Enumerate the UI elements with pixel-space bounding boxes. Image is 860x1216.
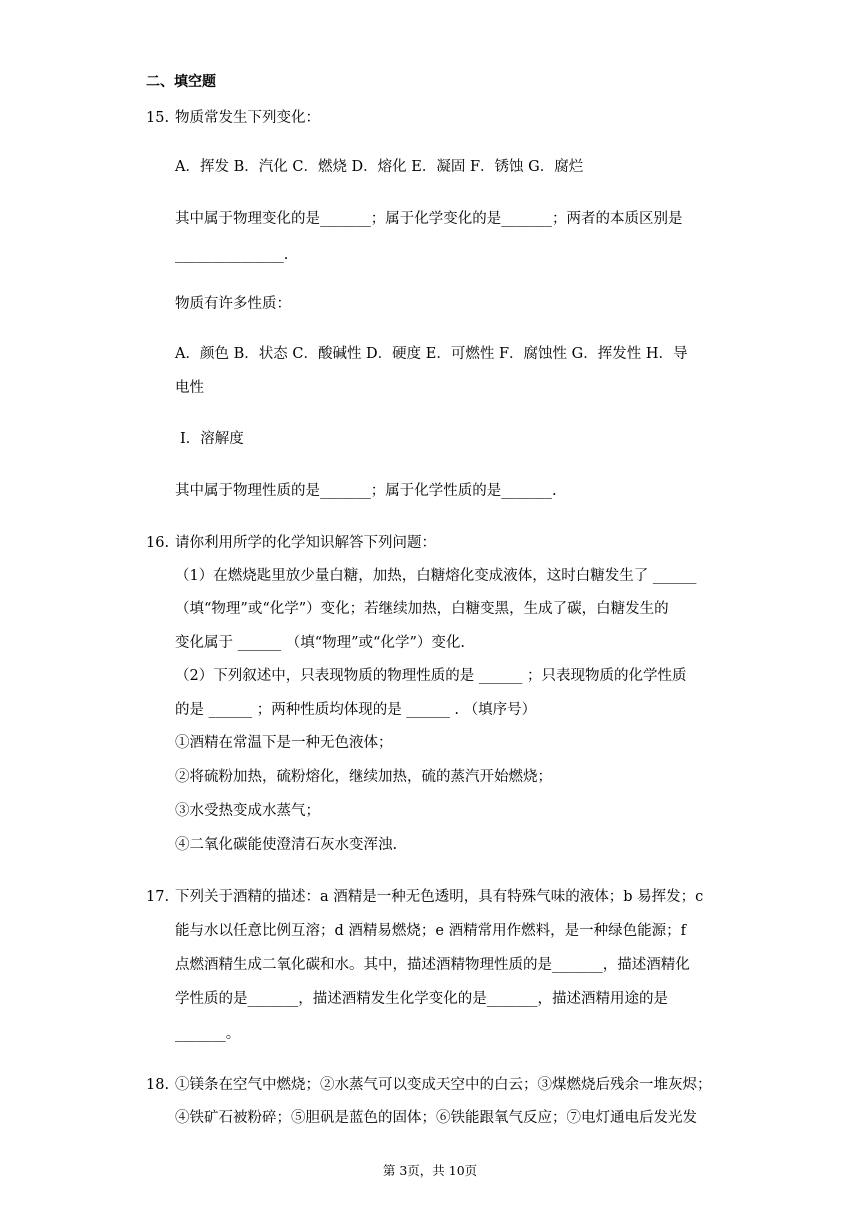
q16-part2-line-2: 的是 ______ ；两种性质均体现的是 ______ . （填序号） bbox=[175, 702, 537, 718]
q15-stem: 物质常发生下列变化： bbox=[175, 110, 320, 126]
question-number-18: 18. bbox=[146, 1077, 170, 1093]
question-number-15: 15. bbox=[146, 110, 170, 126]
q16-part2-line-1: （2）下列叙述中，只表现物质的物理性质的是 ______ ；只表现物质的化学性质 bbox=[175, 668, 687, 684]
page-footer: 第 3页，共 10页 bbox=[382, 1163, 478, 1178]
section-title: 二、填空题 bbox=[146, 74, 216, 90]
q15-properties-line-3: I．溶解度 bbox=[180, 431, 244, 447]
q16-item-3: ③水受热变成水蒸气； bbox=[175, 803, 320, 819]
q18-line-1: ①镁条在空气中燃烧；②水蒸气可以变成天空中的白云；③煤燃烧后残余一堆灰烬； bbox=[175, 1077, 712, 1093]
q16-part1-line-3: 变化属于 ______ （填“物理”或“化学”）变化. bbox=[175, 635, 465, 651]
q15-properties-stem: 物质有许多性质： bbox=[175, 296, 291, 312]
q17-line-5: _______。 bbox=[175, 1026, 241, 1042]
q16-item-4: ④二氧化碳能使澄清石灰水变浑浊. bbox=[175, 837, 398, 853]
q17-line-1: 下列关于酒精的描述：a 酒精是一种无色透明，具有特殊气味的液体；b 易挥发；c bbox=[175, 889, 704, 905]
q16-part1-line-2: （填“物理”或“化学”）变化；若继续加热，白糖变黑，生成了碳，白糖发生的 bbox=[175, 601, 669, 617]
q17-line-2: 能与水以任意比例互溶；d 酒精易燃烧；e 酒精常用作燃料，是一种绿色能源；f bbox=[175, 923, 686, 939]
q15-properties-line-2: 电性 bbox=[175, 380, 204, 396]
question-number-16: 16. bbox=[146, 535, 170, 551]
q17-line-3: 点燃酒精生成二氧化碳和水。其中，描述酒精物理性质的是_______，描述酒精化 bbox=[175, 957, 690, 973]
q17-line-4: 学性质的是_______，描述酒精发生化学变化的是_______，描述酒精用途的是 bbox=[175, 991, 668, 1007]
q15-properties-line-1: A．颜色 B．状态 C．酸碱性 D．硬度 E．可燃性 F．腐蚀性 G．挥发性 H．导 bbox=[175, 346, 688, 362]
q15-properties-blank: 其中属于物理性质的是_______；属于化学性质的是_______. bbox=[175, 483, 557, 499]
q16-item-2: ②将硫粉加热，硫粉熔化，继续加热，硫的蒸汽开始燃烧； bbox=[175, 769, 552, 785]
q16-part1-line-1: （1）在燃烧匙里放少量白糖，加热，白糖熔化变成液体，这时白糖发生了 ______ bbox=[175, 568, 697, 584]
q16-stem: 请你利用所学的化学知识解答下列问题： bbox=[175, 535, 436, 551]
q15-blank-line-1: 其中属于物理变化的是_______；属于化学变化的是_______；两者的本质区别是 bbox=[175, 211, 683, 227]
q18-line-2: ④铁矿石被粉碎；⑤胆矾是蓝色的固体；⑥铁能跟氧气反应；⑦电灯通电后发光发 bbox=[175, 1110, 697, 1126]
q16-item-1: ①酒精在常温下是一种无色液体； bbox=[175, 735, 393, 751]
q15-changes-options: A．挥发 B．汽化 C．燃烧 D．熔化 E．凝固 F．锈蚀 G．腐烂 bbox=[175, 159, 584, 175]
question-number-17: 17. bbox=[146, 889, 170, 905]
q15-blank-line-2: _______________. bbox=[175, 247, 289, 263]
